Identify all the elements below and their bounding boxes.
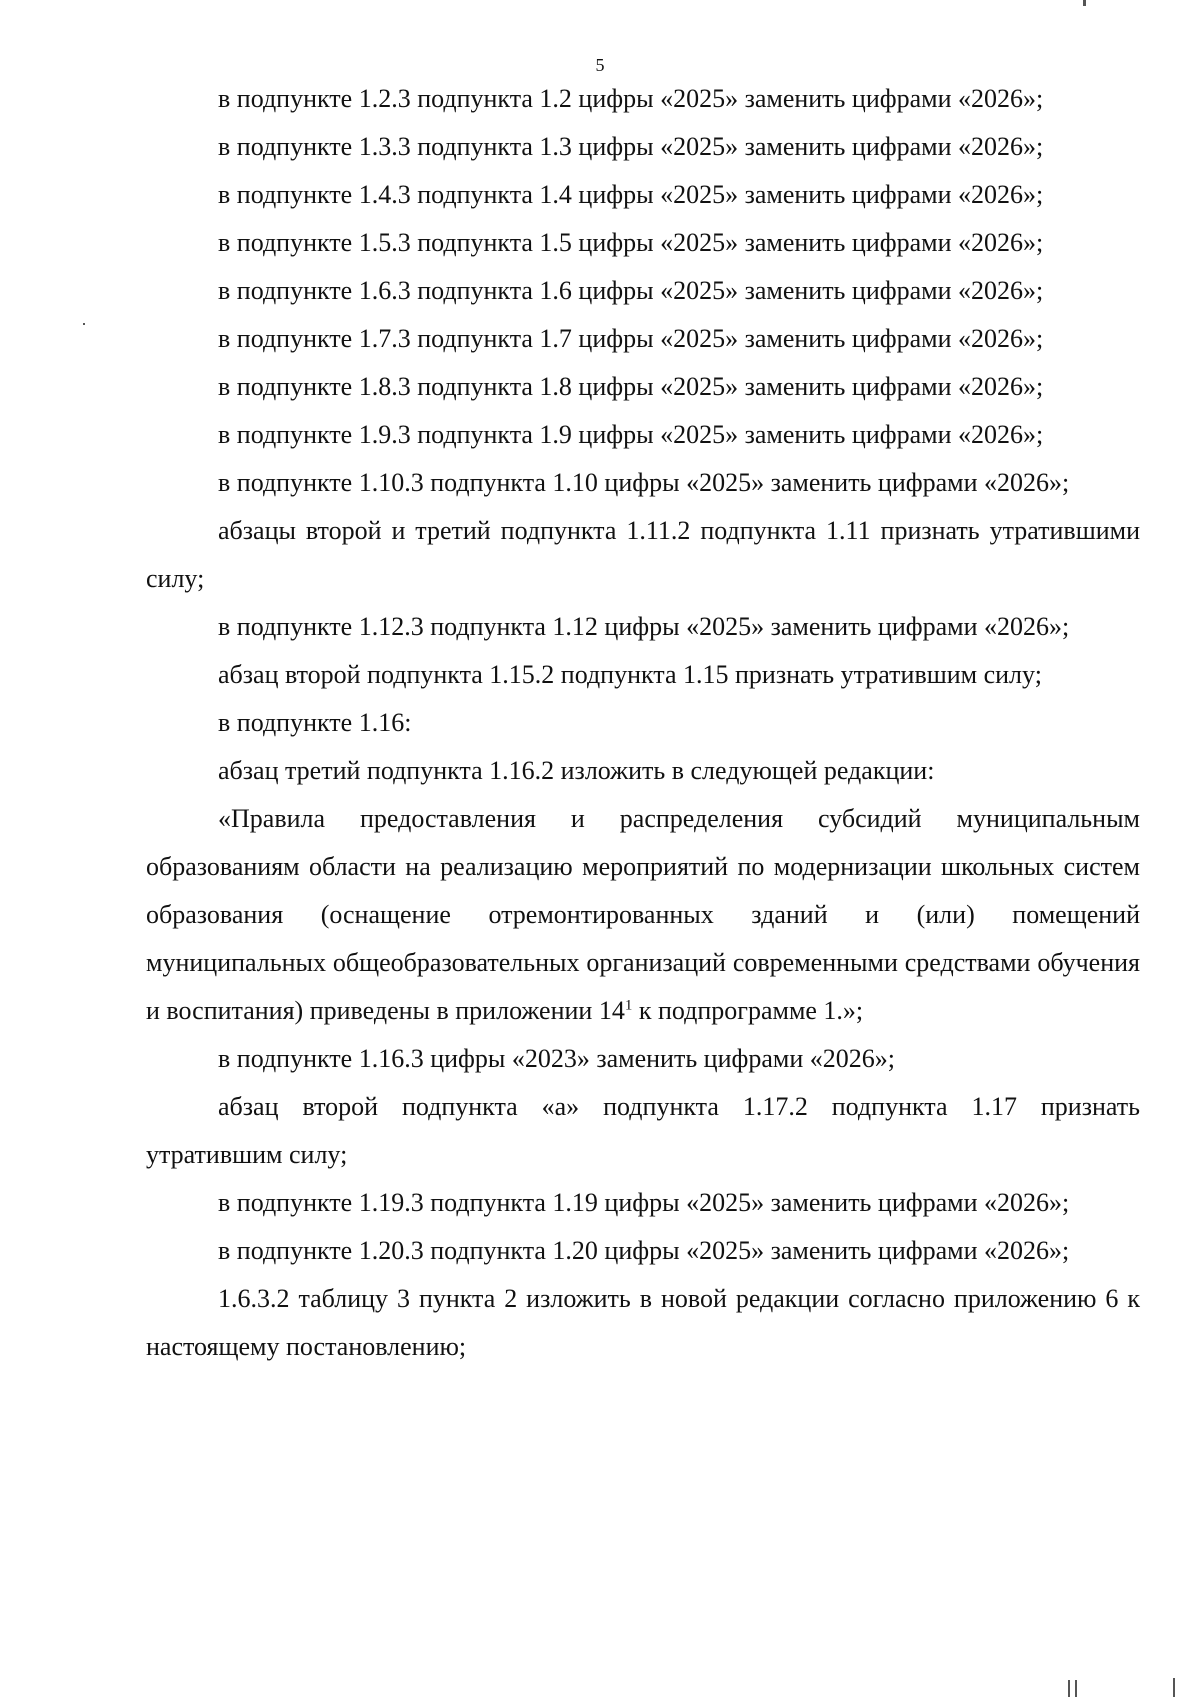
scan-artifact-bottom (1173, 1678, 1175, 1697)
paragraph-1-5-3: в подпункте 1.5.3 подпункта 1.5 цифры «2025» заменить цифрами «2026»; (218, 228, 1044, 257)
paragraph-1-4-3: в подпункте 1.4.3 подпункта 1.4 цифры «2025» заменить цифрами «2026»; (218, 180, 1044, 209)
paragraph-1-19-3: в подпункте 1.19.3 подпункта 1.19 цифры «2025» заменить цифрами «2026»; (218, 1188, 1070, 1217)
scan-artifact-top (1083, 0, 1086, 6)
paragraph-1-15-2: абзац второй подпункта 1.15.2 подпункта 1.15 признать утратившим силу; (218, 660, 1042, 689)
scan-artifact-dot (83, 323, 85, 325)
paragraph-1-8-3: в подпункте 1.8.3 подпункта 1.8 цифры «2025» заменить цифрами «2026»; (218, 372, 1044, 401)
paragraph-1-3-3: в подпункте 1.3.3 подпункта 1.3 цифры «2025» заменить цифрами «2026»; (218, 132, 1044, 161)
paragraph-1-16-3: в подпункте 1.16.3 цифры «2023» заменить цифрами «2026»; (218, 1044, 895, 1073)
scan-artifact-bottom (1068, 1680, 1070, 1697)
paragraph-1-16-2: абзац третий подпункта 1.16.2 изложить в следующей редакции: (218, 756, 935, 785)
paragraph-1-17-2: абзац второй подпункта «а» подпункта 1.17.2 подпункта 1.17 признать утратившим силу; (146, 1092, 1140, 1169)
paragraph-1-2-3: в подпункте 1.2.3 подпункта 1.2 цифры «2025» заменить цифрами «2026»; (218, 84, 1044, 113)
quoted-rules-text: «Правила предоставления и распределения субсидий муниципальным образованиям области на реализацию мероприятий по модернизации школьных систем образования (оснащение отремонтированных зданий и (или) помещений муниципальных общеобразовательных организаций современными средствами обучения и воспитания) приведены в приложении 14 (146, 804, 1140, 1025)
paragraph-1-16: в подпункте 1.16: (218, 708, 412, 737)
paragraph-1-6-3: в подпункте 1.6.3 подпункта 1.6 цифры «2025» заменить цифрами «2026»; (218, 276, 1044, 305)
appendix-superscript: 1 (624, 997, 633, 1014)
quoted-rules-tail: к подпрограмме 1.»; (632, 996, 864, 1025)
page-number: 5 (595, 55, 605, 75)
paragraph-quoted-rules (146, 795, 1140, 1035)
paragraph-1-9-3: в подпункте 1.9.3 подпункта 1.9 цифры «2025» заменить цифрами «2026»; (218, 420, 1044, 449)
paragraph-1-11-2: абзацы второй и третий подпункта 1.11.2 подпункта 1.11 признать утратившими силу; (146, 516, 1140, 593)
paragraph-1-7-3: в подпункте 1.7.3 подпункта 1.7 цифры «2025» заменить цифрами «2026»; (218, 324, 1044, 353)
scan-artifact-bottom (1075, 1680, 1077, 1697)
document-body (146, 75, 1140, 1371)
paragraph-1-12-3: в подпункте 1.12.3 подпункта 1.12 цифры «2025» заменить цифрами «2026»; (218, 612, 1070, 641)
paragraph-1-20-3: в подпункте 1.20.3 подпункта 1.20 цифры «2025» заменить цифрами «2026»; (218, 1236, 1070, 1265)
paragraph-1-10-3: в подпункте 1.10.3 подпункта 1.10 цифры «2025» заменить цифрами «2026»; (218, 468, 1070, 497)
paragraph-1-6-3-2: 1.6.3.2 таблицу 3 пункта 2 изложить в новой редакции согласно приложению 6 к настоящему постановлению; (146, 1284, 1140, 1361)
